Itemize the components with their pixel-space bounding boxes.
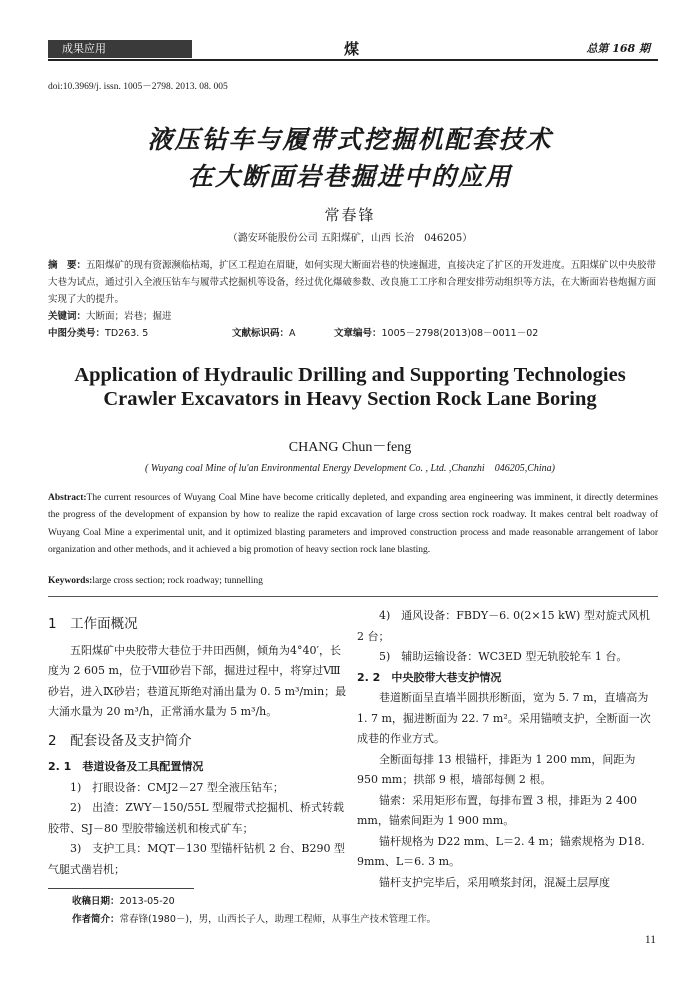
section-2-2-paragraph-4: 锚杆规格为 D22 mm、L＝2. 4 m；锚索规格为 D18. 9mm、L＝6. 3 m。 <box>357 834 645 868</box>
en-abstract-text: The current resources of Wuyang Coal Mine have become critically depleted, and expanding area engineering was imminent, it directly determines the progress of the development of expansion by how to realize the rapid excavation of large cross section rock roadway. It makes central belt roadway of Wuyang Coal Mine a experimental unit, and it optimized blasting parameters and improved construction process and made reasonable arrangement of labor organization and other methods, and it achieved a big promotion of heavy section rock lane blasting. <box>48 493 658 556</box>
en-author: CHANG Chun－feng <box>288 440 412 455</box>
list-item-1: 1) 打眼设备：CMJ2－27 型全液压钻车； <box>70 780 284 794</box>
section-1-heading: 1 工作面概况 <box>48 616 138 632</box>
cn-title-line2: 在大断面岩巷掘进中的应用 <box>187 162 512 191</box>
cn-abstract-text: 五阳煤矿的现有资源濒临枯竭，扩区工程迫在眉睫，如何实现大断面岩巷的快速掘进，直接决定了扩区的开发进度。五阳煤矿以中央胶带大巷为试点，通过引入全液压钻车与履带式挖掘机等设备，经过优化爆破参数、改良施工工序和合理安排劳动组织等方法，在大断面岩巷炮掘方面实现了大的提升。 <box>48 260 657 305</box>
en-title-line1: Application of Hydraulic Drilling and Supporting Technologies <box>74 364 626 386</box>
cn-article-number <box>334 325 538 339</box>
cn-keywords-text: 大断面；岩巷；掘进 <box>86 311 172 322</box>
cn-keywords-label: 关键词： <box>48 311 87 322</box>
doi: doi:10.3969/j. issn. 1005－2798. 2013. 08. 005 <box>48 82 228 92</box>
article-label: 文章编号： <box>334 328 382 339</box>
cn-title-line1: 液压钻车与履带式挖掘机配套技术 <box>147 125 553 154</box>
issue-number: 总第 168 期 <box>586 42 650 55</box>
page-number: 11 <box>644 934 656 946</box>
section-2-2-paragraph-3: 锚索：采用矩形布置，每排布置 3 根，排距为 2 400 mm，锚索间距为 1 900 mm。 <box>357 793 637 827</box>
body-column-left <box>48 606 348 880</box>
en-keywords-text: large cross section; rock roadway; tunnelling <box>92 576 263 586</box>
section-tag: 成果应用 <box>48 40 192 58</box>
body-column-right <box>357 606 657 893</box>
en-keywords-label: Keywords: <box>48 576 93 586</box>
bio-text: 常春锋(1980－)，男，山西长子人，助理工程师，从事生产技术管理工作。 <box>119 914 437 925</box>
list-item-3: 3) 支护工具：MQT－130 型锚杆钻机 2 台、B290 型气腿式凿岩机； <box>48 842 345 876</box>
cn-abstract <box>48 257 658 308</box>
section-1-paragraph: 五阳煤矿中央胶带大巷位于井田西侧，倾角为4°40′，长度为 2 605 m，位于Ⅷ砂岩下部，掘进过程中，将穿过Ⅷ砂岩，进入Ⅸ砂岩；巷道瓦斯绝对涌出量为 0. 5 m³/min；最大涌水量为 20 m³/h，正常涌水量为 5 m³/h。 <box>48 643 347 718</box>
cn-keywords <box>48 308 172 322</box>
en-affiliation: ( Wuyang coal Mine of lu'an Environmental Energy Development Co. , Ltd. ,Chanzhi 046205,China) <box>145 463 555 474</box>
cn-author: 常春锋 <box>324 206 376 224</box>
cn-doc-code <box>232 325 296 339</box>
footnote-rule <box>48 888 194 889</box>
bio-label: 作者简介： <box>72 914 120 925</box>
section-divider <box>48 596 658 597</box>
en-abstract-label: Abstract: <box>48 493 87 503</box>
en-abstract <box>48 490 658 560</box>
doccode-value: A <box>289 328 296 339</box>
list-item-2: 2) 出渣：ZWY－150/55L 型履带式挖掘机、桥式转载胶带、SJ－80 型胶带输送机和梭式矿车； <box>48 801 344 835</box>
section-2-heading: 2 配套设备及支护简介 <box>48 732 192 749</box>
footnote-author-bio <box>72 911 436 925</box>
list-item-5: 5) 辅助运输设备：WC3ED 型无轨胶轮车 1 台。 <box>379 650 628 663</box>
section-2-2-heading: 2. 2 中央胶带大巷支护情况 <box>357 670 502 684</box>
en-title-line2: Crawler Excavators in Heavy Section Rock Lane Boring <box>103 388 597 410</box>
running-header <box>48 40 658 60</box>
list-item-4: 4) 通风设备：FBDY－6. 0(2×15 kW) 型对旋式风机 2 台； <box>357 609 650 643</box>
article-value: 1005－2798(2013)08－0011－02 <box>381 328 539 339</box>
class-label: 中图分类号： <box>48 328 106 339</box>
en-keywords <box>48 576 263 586</box>
footnote-received <box>72 893 175 907</box>
cn-abstract-label: 摘 要： <box>48 260 87 271</box>
cn-class-number <box>48 325 148 339</box>
doccode-label: 文献标识码： <box>232 328 290 339</box>
section-2-1-heading: 2. 1 巷道设备及工具配置情况 <box>48 760 204 773</box>
received-label: 收稿日期： <box>72 896 120 907</box>
section-2-2-paragraph-5: 锚杆支护完毕后，采用喷浆封闭，混凝土层厚度 <box>379 875 610 889</box>
class-value: TD263. 5 <box>105 328 149 339</box>
section-2-2-paragraph-1: 巷道断面呈直墙半圆拱形断面，宽为 5. 7 m，直墙高为 1. 7 m，掘进断面为 22. 7 m²。采用锚喷支护，全断面一次成巷的作业方式。 <box>357 691 651 745</box>
section-2-2-paragraph-2: 全断面每排 13 根锚杆，排距为 1 200 mm，间距为 950 mm；拱部 9 根，墙部每侧 2 根。 <box>357 752 636 786</box>
cn-affiliation: （潞安环能股份公司 五阳煤矿，山西 长治 046205） <box>227 233 473 244</box>
header-rule <box>48 59 658 61</box>
received-date: 2013-05-20 <box>119 896 175 907</box>
journal-logo: 煤 <box>344 40 360 58</box>
